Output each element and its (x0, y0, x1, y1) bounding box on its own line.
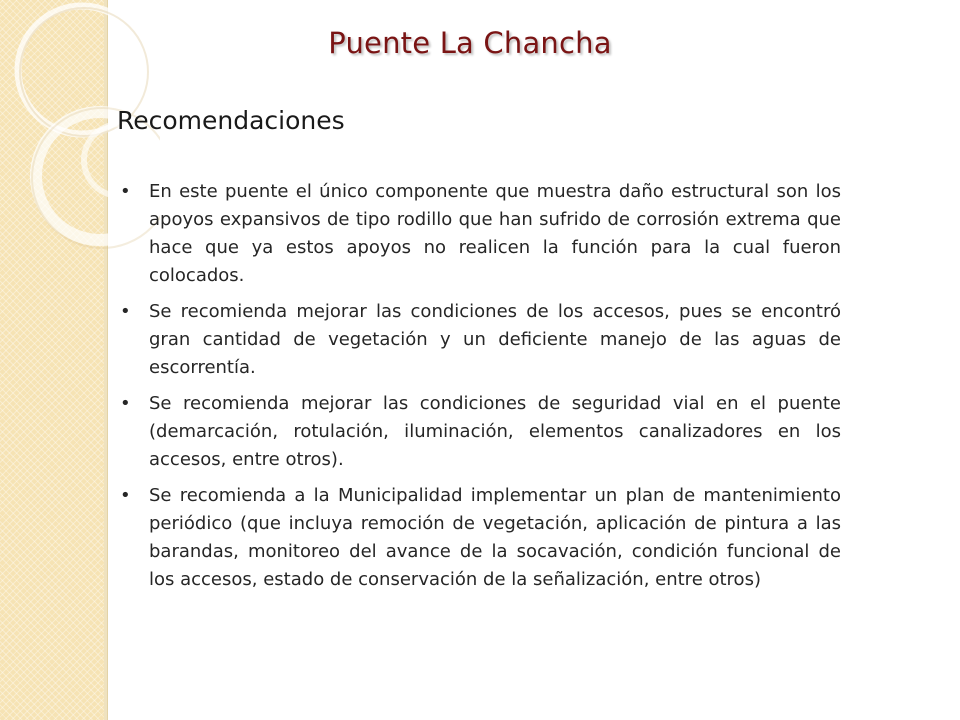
recommendations-list (117, 178, 841, 602)
list-item-text: Se recomienda mejorar las condiciones de los accesos, pues se encontró gran cantidad de vegetación y un deficiente manejo de las aguas de escorrentía. (149, 301, 841, 378)
bullet-dot-icon: • (120, 181, 131, 202)
slide-title: Puente La Chancha (328, 26, 612, 60)
list-item-text: Se recomienda a la Municipalidad implementar un plan de mantenimiento periódico (que incluya remoción de vegetación, aplicación de pintura a las barandas, monitoreo del avance de la socavación, condición funcional de los accesos, estado de conservación de la señalización, entre otros) (149, 485, 841, 590)
slide-subtitle: Recomendaciones (117, 106, 345, 135)
bullet-dot-icon: • (120, 393, 131, 414)
list-item (117, 298, 841, 382)
list-item (117, 482, 841, 594)
bullet-dot-icon: • (120, 301, 131, 322)
list-item (117, 178, 841, 290)
bullet-dot-icon: • (120, 485, 131, 506)
list-item-text: Se recomienda mejorar las condiciones de seguridad vial en el puente (demarcación, rotulación, iluminación, elementos canalizadores en los accesos, entre otros). (149, 393, 841, 470)
list-item-text: En este puente el único componente que muestra daño estructural son los apoyos expansivos de tipo rodillo que han sufrido de corrosión extrema que hace que ya estos apoyos no realicen la función para la cual fueron colocados. (149, 181, 841, 286)
list-item (117, 390, 841, 474)
